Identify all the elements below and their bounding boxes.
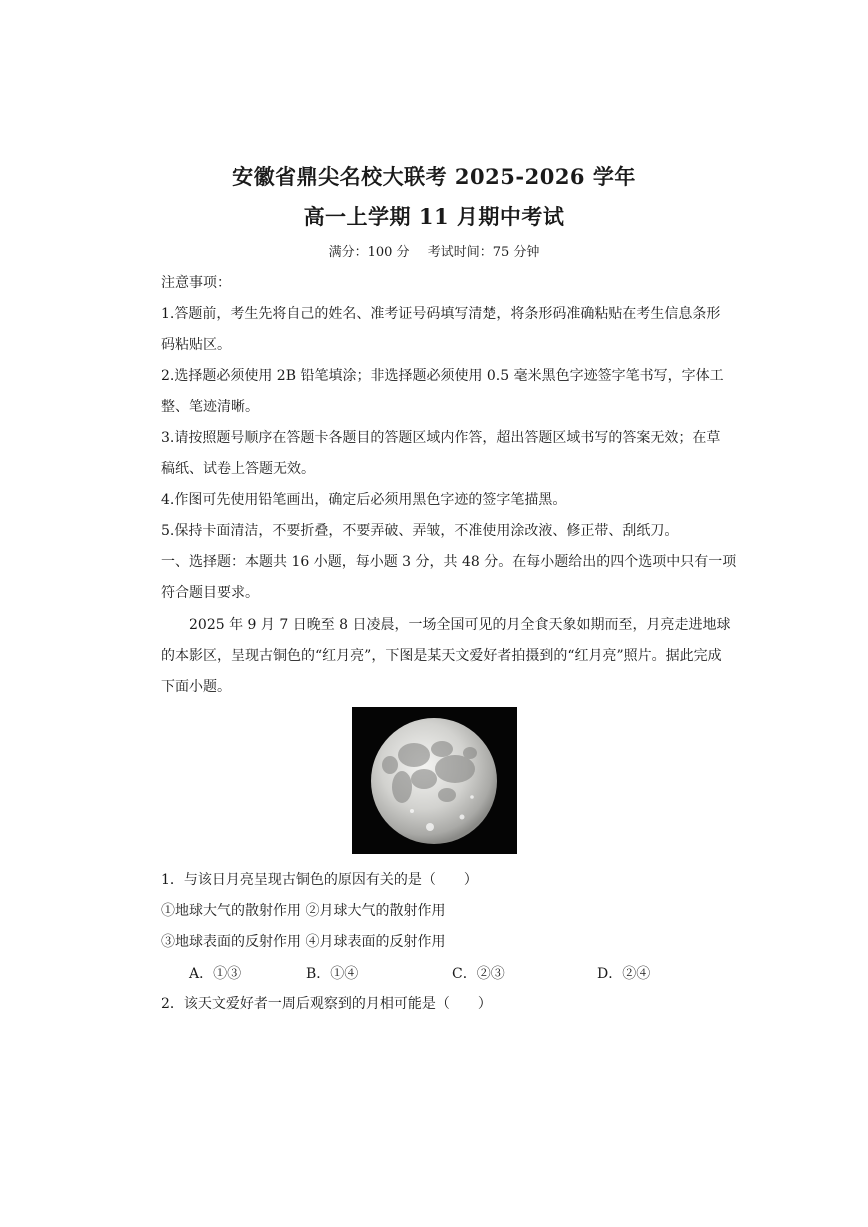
section-heading: 一、选择题：本题共 16 小题，每小题 3 分，共 48 分。在每小题给出的四个选项中只有一项 <box>161 554 737 570</box>
section-heading-cont: 符合题目要求。 <box>161 585 259 601</box>
exam-subtitle: 高一上学期 11 月期中考试 <box>303 204 565 229</box>
notice-line: 2.选择题必须使用 2B 铅笔填涂；非选择题必须使用 0.5 毫米黑色字迹签字笔书写，字体工 <box>161 368 724 384</box>
question-1-stem: 1．与该日月亮呈现古铜色的原因有关的是（ ） <box>161 872 478 888</box>
question-2-stem: 2．该天文爱好者一周后观察到的月相可能是（ ） <box>161 996 492 1012</box>
exam-time: 考试时间：75 分钟 <box>427 245 540 260</box>
notice-line: 5.保持卡面清洁，不要折叠，不要弄破、弄皱，不准使用涂改液、修正带、刮纸刀。 <box>161 523 679 539</box>
notice-line: 码粘贴区。 <box>161 337 231 353</box>
notice-heading: 注意事项： <box>161 275 231 291</box>
notice-line: 整、笔迹清晰。 <box>161 399 259 415</box>
notice-line: 1.答题前，考生先将自己的姓名、准考证号码填写清楚，将条形码准确粘贴在考生信息条形 <box>161 306 721 322</box>
passage-line: 的本影区，呈现古铜色的“红月亮”，下图是某天文爱好者拍摄到的“红月亮”照片。据此完成 <box>161 648 722 664</box>
notice-line: 4.作图可先使用铅笔画出，确定后必须用黑色字迹的签字笔描黑。 <box>161 492 567 508</box>
exam-title: 安徽省鼎尖名校大联考 2025-2026 学年 <box>232 164 636 189</box>
passage-line: 下面小题。 <box>161 679 231 695</box>
question-1-statements: ①地球大气的散射作用 ②月球大气的散射作用 <box>161 903 446 919</box>
red-moon-photo <box>352 707 517 854</box>
option-a[interactable]: A．①③ <box>189 966 242 982</box>
notice-line: 稿纸、试卷上答题无效。 <box>161 461 315 477</box>
full-score: 满分：100 分 <box>328 245 410 260</box>
option-d[interactable]: D．②④ <box>597 966 651 982</box>
exam-meta <box>0 241 868 260</box>
option-b[interactable]: B．①④ <box>306 966 359 982</box>
notice-line: 3.请按照题号顺序在答题卡各题目的答题区域内作答，超出答题区域书写的答案无效；在草 <box>161 430 721 446</box>
option-c[interactable]: C．②③ <box>452 966 505 982</box>
moon-image <box>352 707 517 854</box>
passage-line: 2025 年 9 月 7 日晚至 8 日凌晨，一场全国可见的月全食天象如期而至，月亮走进地球 <box>189 617 731 633</box>
question-1-statements: ③地球表面的反射作用 ④月球表面的反射作用 <box>161 934 446 950</box>
